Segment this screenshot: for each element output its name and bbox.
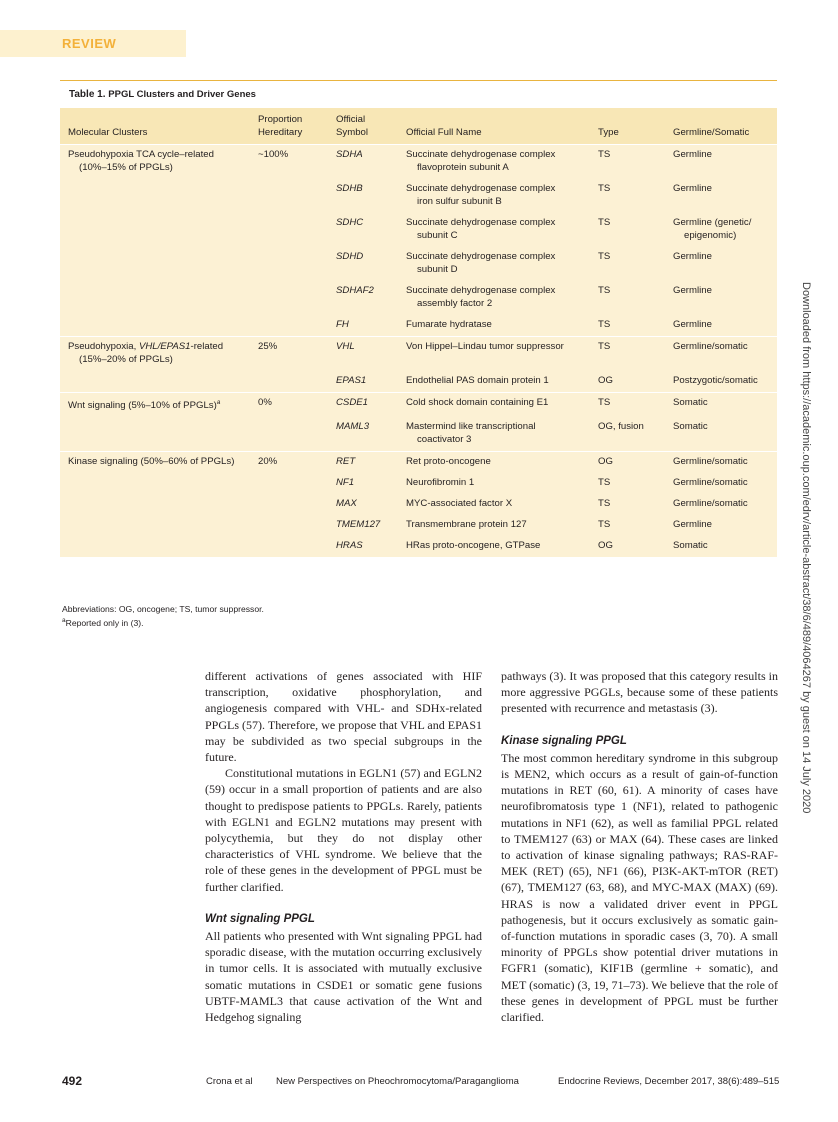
cell-germline: Germline [665, 281, 777, 315]
cell-full-name: HRas proto-oncogene, GTPase [398, 536, 590, 557]
cell-germline: Germline [665, 145, 777, 180]
cell-cluster [60, 473, 250, 494]
cell-full-name: Neurofibromin 1 [398, 473, 590, 494]
table-row [60, 337, 777, 372]
cell-full-name: MYC-associated factor X [398, 494, 590, 515]
cell-germline: Germline/somatic [665, 473, 777, 494]
cell-type: TS [590, 473, 665, 494]
cell-germline: Germline/somatic [665, 494, 777, 515]
table-row [60, 371, 777, 393]
table-body [60, 145, 777, 558]
table-row [60, 417, 777, 452]
cell-cluster: Wnt signaling (5%–10% of PPGLs)$^a$ [60, 393, 250, 418]
download-watermark [800, 282, 816, 842]
cell-type: OG [590, 452, 665, 474]
cell-full-name: Succinate dehydrogenase complex assembly factor 2 [398, 281, 590, 315]
cell-proportion: ~100% [250, 145, 328, 180]
cell-full-name: Transmembrane protein 127 [398, 515, 590, 536]
cell-symbol: SDHAF2 [328, 281, 398, 315]
table-caption: PPGL Clusters and Driver Genes [108, 89, 256, 100]
cell-symbol: MAML3 [328, 417, 398, 452]
cell-proportion [250, 179, 328, 213]
cell-type: TS [590, 145, 665, 180]
table-row [60, 213, 777, 247]
table-row [60, 315, 777, 337]
cell-type: TS [590, 213, 665, 247]
col-header-type: Type [590, 108, 665, 145]
paragraph: All patients who presented with Wnt signaling PPGL had sporadic disease, with the mutation occurring exclusively in tumor cells. It is associated with mutually exclusive somatic mutations in CSDE1 or somatic gene fusions UBTF-MAML3 that cause activation of the Wnt and Hedgehog signaling [205, 929, 482, 1025]
cell-cluster [60, 371, 250, 393]
cell-type: TS [590, 281, 665, 315]
cell-germline: Postzygotic/somatic [665, 371, 777, 393]
cell-germline: Germline [665, 247, 777, 281]
cell-proportion: 25% [250, 337, 328, 372]
cell-type: TS [590, 515, 665, 536]
footnote-a: $^a$Reported only in (3). [62, 617, 144, 628]
cell-symbol: SDHA [328, 145, 398, 180]
cell-germline: Germline [665, 315, 777, 337]
table-row [60, 281, 777, 315]
cell-full-name: Endothelial PAS domain protein 1 [398, 371, 590, 393]
ppgl-table [60, 108, 777, 557]
cell-proportion [250, 494, 328, 515]
cell-type: TS [590, 337, 665, 372]
cell-full-name: Von Hippel–Lindau tumor suppressor [398, 337, 590, 372]
cell-symbol: HRAS [328, 536, 398, 557]
page-number: 492 [62, 1074, 83, 1088]
cell-cluster [60, 281, 250, 315]
cell-cluster [60, 315, 250, 337]
journal-citation: Endocrine Reviews, December 2017, 38(6):489–515 [558, 1076, 780, 1087]
cell-symbol: NF1 [328, 473, 398, 494]
cell-full-name: Ret proto-oncogene [398, 452, 590, 474]
cell-proportion [250, 536, 328, 557]
cell-germline: Germline [665, 515, 777, 536]
cell-cluster [60, 494, 250, 515]
cell-type: TS [590, 179, 665, 213]
running-author: Crona et al [206, 1076, 253, 1087]
col-header-cluster: Molecular Clusters [60, 108, 250, 145]
body-column-left [205, 668, 482, 1025]
cell-full-name: Succinate dehydrogenase complex subunit D [398, 247, 590, 281]
cell-proportion [250, 417, 328, 452]
table-footnotes [62, 604, 264, 629]
cell-cluster [60, 247, 250, 281]
table-row [60, 145, 777, 180]
table-row [60, 494, 777, 515]
cell-symbol: SDHD [328, 247, 398, 281]
cell-cluster [60, 179, 250, 213]
section-label: REVIEW [62, 36, 117, 51]
cell-type: OG [590, 371, 665, 393]
cell-full-name: Mastermind like transcriptional coactivator 3 [398, 417, 590, 452]
cell-proportion: 0% [250, 393, 328, 418]
cell-symbol: SDHB [328, 179, 398, 213]
cell-cluster: Pseudohypoxia TCA cycle–related (10%–15% of PPGLs) [60, 145, 250, 180]
paragraph: pathways (3). It was proposed that this category results in more aggressive PGGLs, because some of these patients presented with recurrence and metastasis (3). [501, 669, 778, 716]
cell-germline: Germline (genetic/ epigenomic) [665, 213, 777, 247]
cell-proportion [250, 371, 328, 393]
table-row [60, 247, 777, 281]
cell-type: TS [590, 393, 665, 418]
cell-symbol: RET [328, 452, 398, 474]
section-heading: Kinase signaling PPGL [501, 734, 627, 747]
cell-germline: Germline [665, 179, 777, 213]
cell-type: OG, fusion [590, 417, 665, 452]
cell-proportion [250, 473, 328, 494]
cell-germline: Somatic [665, 417, 777, 452]
table-row [60, 393, 777, 418]
cell-germline: Germline/somatic [665, 337, 777, 372]
table-row [60, 536, 777, 557]
footnote-abbrev: Abbreviations: OG, oncogene; TS, tumor suppressor. [62, 604, 264, 614]
cell-cluster: Kinase signaling (50%–60% of PPGLs) [60, 452, 250, 474]
cell-symbol: FH [328, 315, 398, 337]
cell-symbol: EPAS1 [328, 371, 398, 393]
cell-germline: Somatic [665, 536, 777, 557]
download-watermark-text: Downloaded from https://academic.oup.com/edrv/article-abstract/38/6/489/4064267 by guest on 14 July 2020 [800, 282, 812, 814]
paragraph: The most common hereditary syndrome in this subgroup is MEN2, which occurs as a result of gain-of-function mutations in RET (60, 61). A minority of cases have neurofibromatosis type 1 (NF1), related to pathogenic mutations in NF1 (62), as well as familial PPGL related to TMEM127 (63) or MAX (64). These cases are linked to activation of kinase signaling pathways; RAS-RAF-MEK (RET) (65), NF1 (66), PI3K-AKT-mTOR (RET) (67), TMEM127 (63, 68), and MYC-MAX (MAX) (69). HRAS is now a validated driver event in PPGL pathogenesis, but it occurs exclusively as somatic gain-of-function mutations in sporadic cases (3, 70). A small minority of PPGLs show potential driver mutations in FGFR1 (somatic), KIF1B (germline + somatic), and MET (somatic) (3, 19, 71–73). We believe that the role of these genes in development of PPGL must be further clarified. [501, 750, 778, 1025]
cell-type: TS [590, 247, 665, 281]
top-rule [60, 80, 777, 81]
cell-symbol: TMEM127 [328, 515, 398, 536]
cell-symbol: MAX [328, 494, 398, 515]
cell-cluster [60, 536, 250, 557]
col-header-germline: Germline/Somatic [665, 108, 777, 145]
cell-full-name: Succinate dehydrogenase complex flavoprotein subunit A [398, 145, 590, 180]
table-title [69, 89, 256, 100]
cell-cluster [60, 515, 250, 536]
running-title: New Perspectives on Pheochromocytoma/Paraganglioma [276, 1076, 519, 1087]
cell-cluster: Pseudohypoxia, VHL/EPAS1-related (15%–20% of PPGLs) [60, 337, 250, 372]
col-header-full-name: Official Full Name [398, 108, 590, 145]
cell-full-name: Succinate dehydrogenase complex iron sulfur subunit B [398, 179, 590, 213]
col-header-proportion: Proportion Hereditary [250, 108, 328, 145]
table-row [60, 515, 777, 536]
col-header-symbol: Official Symbol [328, 108, 398, 145]
table-row [60, 179, 777, 213]
section-heading: Wnt signaling PPGL [205, 912, 315, 925]
cell-full-name: Succinate dehydrogenase complex subunit C [398, 213, 590, 247]
cell-symbol: SDHC [328, 213, 398, 247]
cell-proportion [250, 515, 328, 536]
paragraph: different activations of genes associated with HIF transcription, oxidative phosphorylation, and angiogenesis compared with VHL- and SDHx-related PPGLs (57). Therefore, we propose that VHL and EPAS1 may be subdivided as two special subgroups in the future. [205, 669, 482, 765]
cell-type: OG [590, 536, 665, 557]
cell-cluster [60, 213, 250, 247]
cell-type: TS [590, 494, 665, 515]
cell-germline: Somatic [665, 393, 777, 418]
cell-proportion [250, 281, 328, 315]
cell-full-name: Cold shock domain containing E1 [398, 393, 590, 418]
cell-germline: Germline/somatic [665, 452, 777, 474]
table-number: Table 1. [69, 89, 106, 100]
cell-full-name: Fumarate hydratase [398, 315, 590, 337]
body-column-right [501, 668, 778, 1025]
table-header-row [60, 108, 777, 145]
cell-proportion [250, 247, 328, 281]
cell-proportion [250, 315, 328, 337]
cell-cluster [60, 417, 250, 452]
paragraph: Constitutional mutations in EGLN1 (57) and EGLN2 (59) occur in a small proportion of patients and are also thought to predispose patients to PPGLs. Rarely, patients with EGLN1 and EGLN2 mutations may present with polycythemia, but they do not display other characteristics of VHL syndrome. We believe that the role of these genes in the development of PPGL must be further clarified. [205, 766, 482, 894]
cell-symbol: CSDE1 [328, 393, 398, 418]
table-row [60, 473, 777, 494]
cell-type: TS [590, 315, 665, 337]
cell-proportion [250, 213, 328, 247]
cell-symbol: VHL [328, 337, 398, 372]
cell-proportion: 20% [250, 452, 328, 474]
table-row [60, 452, 777, 474]
